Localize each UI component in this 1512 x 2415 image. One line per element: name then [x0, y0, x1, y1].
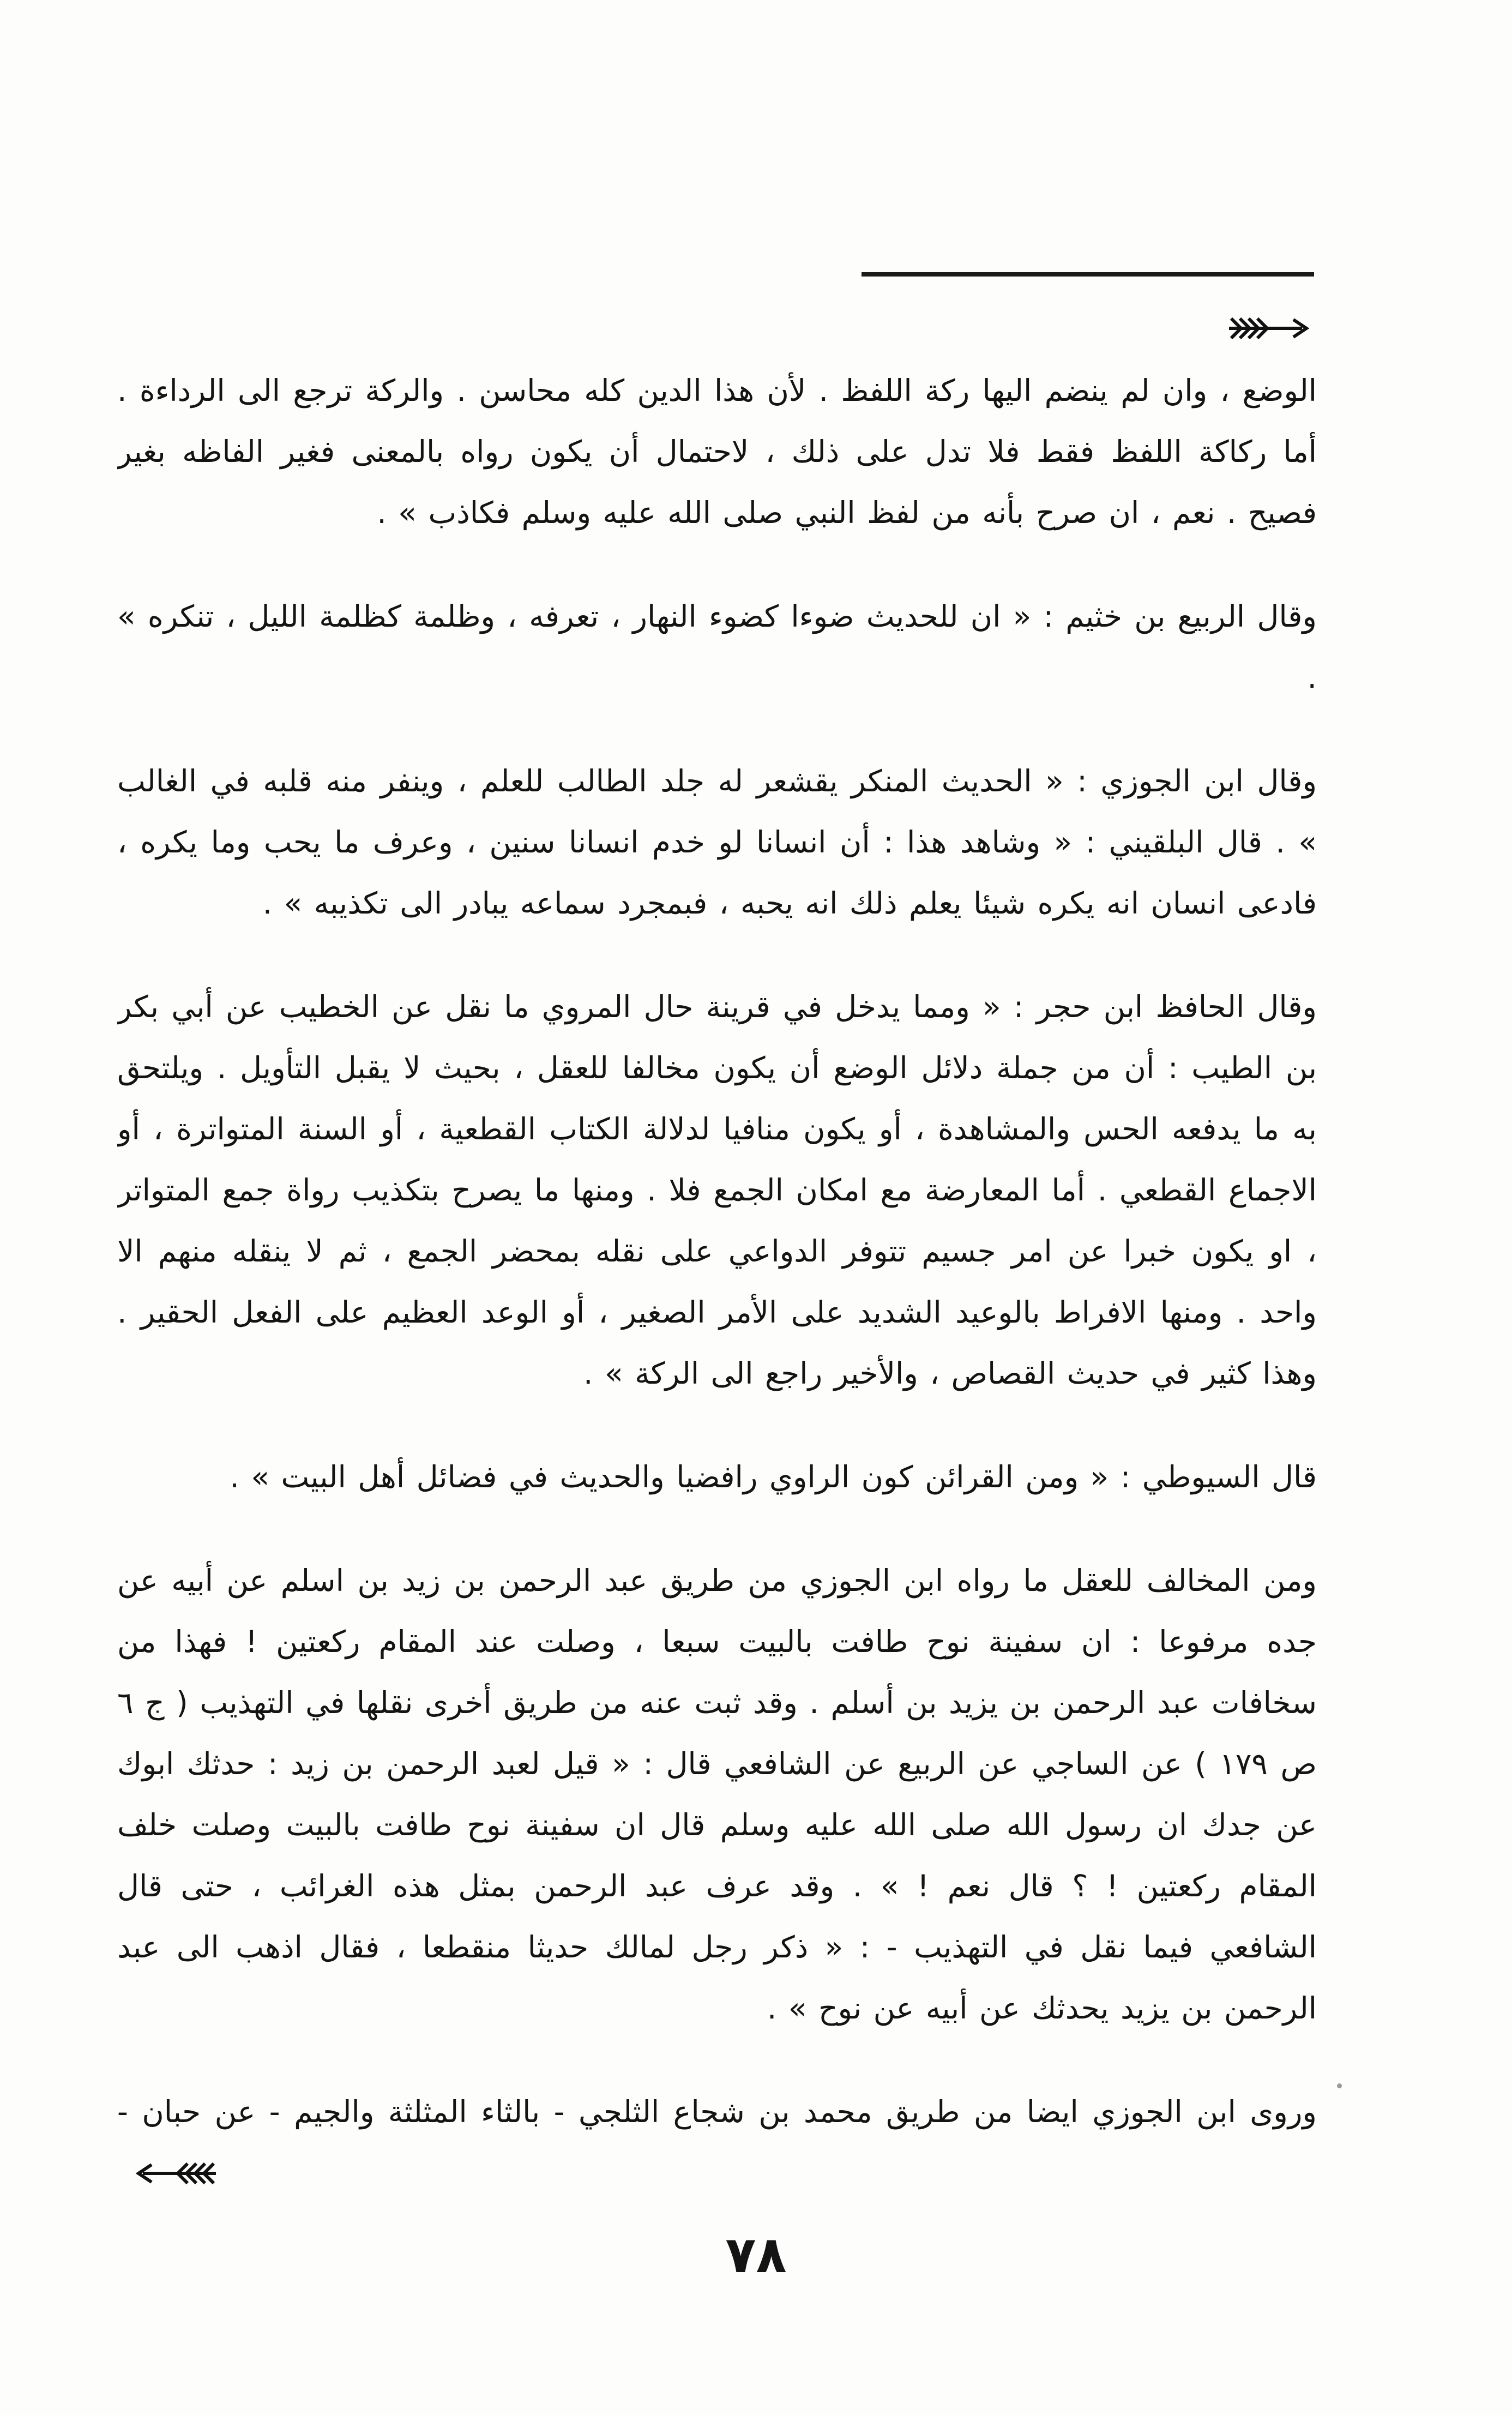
- paragraph: وقال الربيع بن خثيم : « ان للحديث ضوءا كضوء النهار ، تعرفه ، وظلمة كظلمة الليل ، تنكره » .: [117, 599, 1317, 695]
- paragraph: وقال الحافظ ابن حجر : « ومما يدخل في قرينة حال المروي ما نقل عن الخطيب عن أبي بكر بن الطيب : أن من جملة دلائل الوضع أن يكون مخالفا للعقل ، بحيث لا يقبل التأويل . ويلتحق به ما يدفعه الحس والمشاهدة ، أو يكون منافيا لدلالة الكتاب القطعية ، أو السنة المتواترة ، أو الاجماع القطعي . أما المعارضة مع امكان الجمع فلا . ومنها ما يصرح بتكذيب رواة جمع المتواتر ، او يكون خبرا عن امر جسيم تتوفر الدواعي على نقله بمحضر الجمع ، ثم لا ينقله منهم الا واحد . ومنها الافراط بالوعيد الشديد على الأمر الصغير ، أو الوعد العظيم على الفعل الحقير . وهذا كثير في حديث القصاص ، والأخير راجع الى الركة » .: [117, 989, 1317, 1391]
- feathered-arrow-icon: [1227, 312, 1314, 345]
- paragraph: وقال ابن الجوزي : « الحديث المنكر يقشعر له جلد الطالب للعلم ، وينفر منه قلبه في الغالب » . قال البلقيني : « وشاهد هذا : أن انسانا لو خدم انسانا سنين ، وعرف ما يحب وما يكره ، فادعى انسان انه يكره شيئا يعلم ذلك انه يحبه ، فبمجرد سماعه يبادر الى تكذيبه » .: [117, 764, 1317, 921]
- paragraph: الوضع ، وان لم ينضم اليها ركة اللفظ . لأن هذا الدين كله محاسن . والركة ترجع الى الرداءة . أما ركاكة اللفظ فقط فلا تدل على ذلك ، لاحتمال أن يكون رواه بالمعنى فغير الفاظه بغير فصيح . نعم ، ان صرح بأنه من لفظ النبي صلى الله عليه وسلم فكاذب » .: [117, 373, 1317, 530]
- page-number: ٧٨: [725, 2226, 787, 2284]
- header-rule: [862, 272, 1314, 277]
- paragraph: وروى ابن الجوزي ايضا من طريق محمد بن شجاع الثلجي - بالثاء المثلثة والجيم - عن حبان -: [117, 2094, 1317, 2129]
- paragraph: ومن المخالف للعقل ما رواه ابن الجوزي من طريق عبد الرحمن بن زيد بن اسلم عن أبيه عن جده مرفوعا : ان سفينة نوح طافت بالبيت سبعا ، وصلت عند المقام ركعتين ! فهذا من سخافات عبد الرحمن بن يزيد بن أسلم . وقد ثبت عنه من طريق أخرى نقلها في التهذيب ( ج ٦ ص ١٧٩ ) عن الساجي عن الربيع عن الشافعي قال : « قيل لعبد الرحمن بن زيد : حدثك ابوك عن جدك ان رسول الله صلى الله عليه وسلم قال ان سفينة نوح طافت بالبيت وصلت خلف المقام ركعتين ! ؟ قال نعم ! » . وقد عرف عبد الرحمن بمثل هذه الغرائب ، حتى قال الشافعي فيما نقل في التهذيب - : « ذكر رجل لمالك حديثا منقطعا ، فقال اذهب الى عبد الرحمن بن يزيد يحدثك عن أبيه عن نوح » .: [117, 1563, 1317, 2026]
- feathered-arrow-icon: [131, 2157, 218, 2190]
- main-text: [117, 360, 1317, 2138]
- margin-speck: [1337, 2083, 1342, 2088]
- paragraph: قال السيوطي : « ومن القرائن كون الراوي رافضيا والحديث في فضائل أهل البيت » .: [230, 1459, 1317, 1494]
